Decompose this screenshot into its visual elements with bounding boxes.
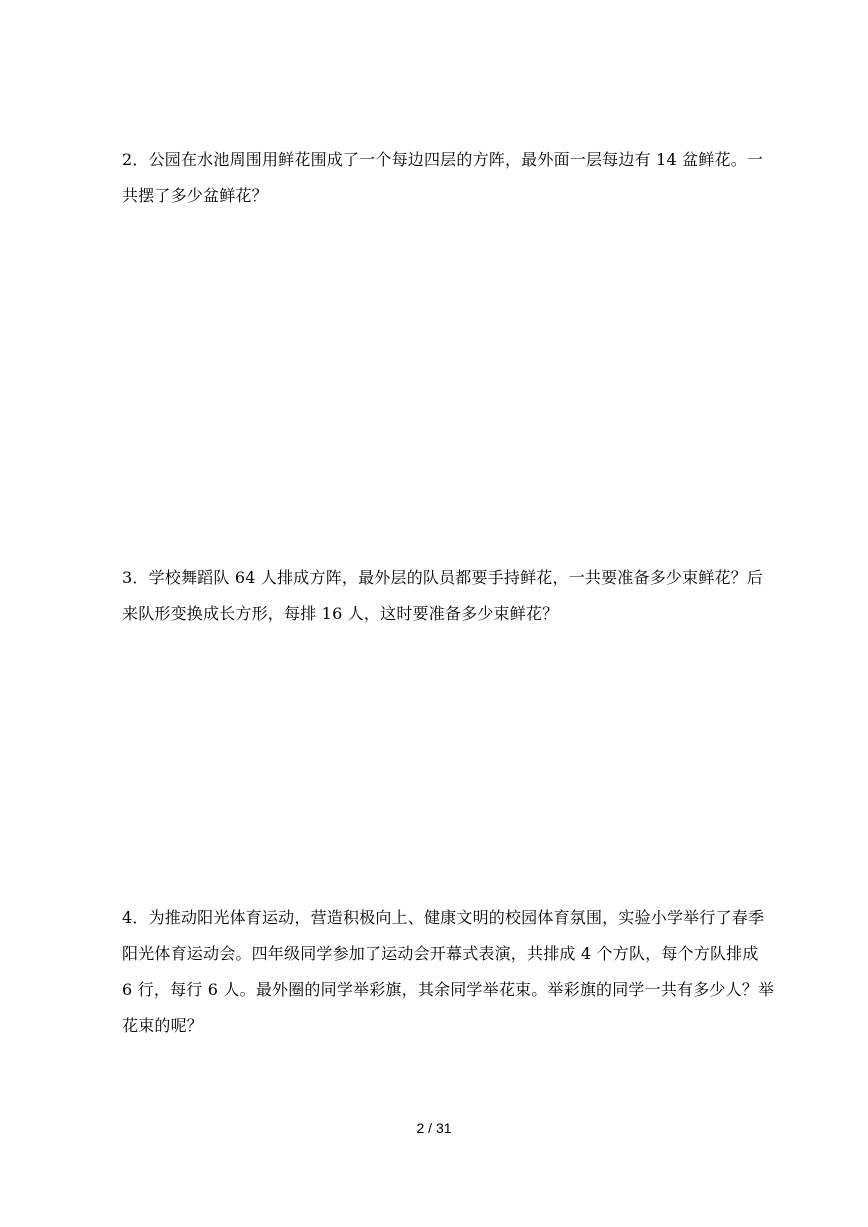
question-4-line-3: 6 行，每行 6 人。最外圈的同学举彩旗，其余同学举花束。举彩旗的同学一共有多少人？举 (122, 980, 775, 999)
question-2-line-1: 2．公园在水池周围用鲜花围成了一个每边四层的方阵，最外面一层每边有 14 盆鲜花。一 (122, 150, 764, 169)
question-3-line-1: 3．学校舞蹈队 64 人排成方阵，最外层的队员都要手持鲜花，一共要准备多少束鲜花？后 (122, 568, 764, 587)
question-2 (122, 142, 762, 214)
question-4-line-1: 4．为推动阳光体育运动，营造积极向上、健康文明的校园体育氛围，实验小学举行了春季 (122, 908, 765, 927)
question-4 (122, 900, 775, 1044)
question-4-line-4: 花束的呢？ (122, 1016, 204, 1035)
question-2-line-2: 共摆了多少盆鲜花？ (122, 186, 268, 205)
question-4-line-2: 阳光体育运动会。四年级同学参加了运动会开幕式表演，共排成 4 个方队，每个方队排成 (122, 944, 759, 963)
question-3-line-2: 来队形变换成长方形，每排 16 人，这时要准备多少束鲜花？ (122, 604, 559, 623)
question-3 (122, 560, 762, 632)
page-number: 2 / 31 (416, 1120, 452, 1136)
